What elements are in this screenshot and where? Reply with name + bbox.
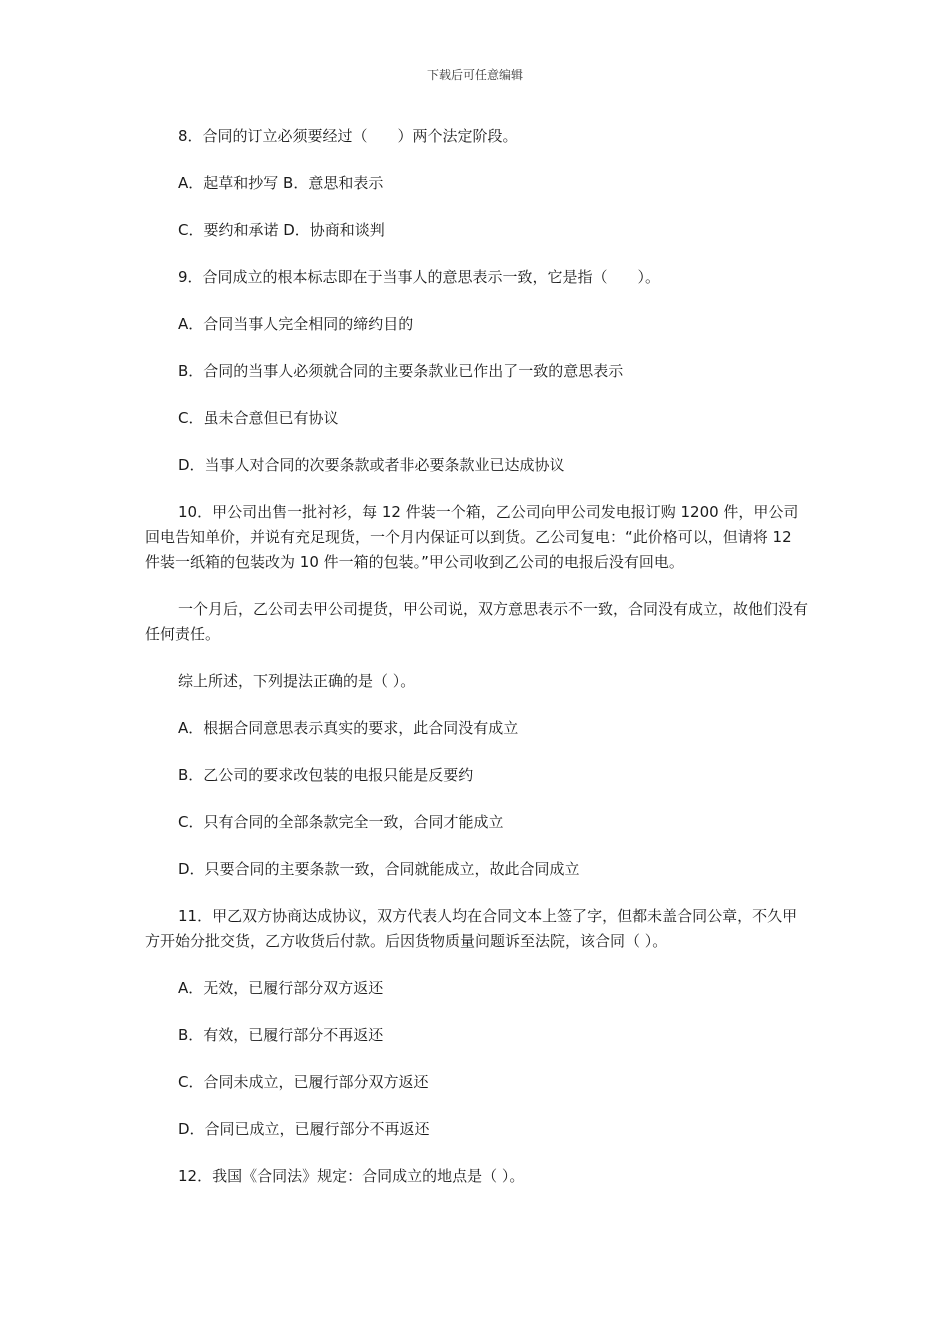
question-12: 12．我国《合同法》规定：合同成立的地点是（ ）。 <box>178 1167 525 1185</box>
question-10-stem: 10．甲公司出售一批衬衫，每 12 件装一个箱，乙公司向甲公司发电报订购 1200 件，甲公司回电告知单价，并说有充足现货，一个月内保证可以到货。乙公司复电：“此价格可以，但请将 12 件装一纸箱的包装改为 10 件一箱的包装。”甲公司收到乙公司的电报后没有回电。 <box>145 503 799 571</box>
document-body <box>145 124 810 1211</box>
question-9: 9．合同成立的根本标志即在于当事人的意思表示一致，它是指（ ）。 <box>178 268 661 286</box>
question-11-option-d: D．合同已成立，已履行部分不再返还 <box>178 1120 430 1138</box>
question-8-options-ab: A．起草和抄写 B．意思和表示 <box>178 174 384 192</box>
question-10-stem-continued: 一个月后，乙公司去甲公司提货，甲公司说，双方意思表示不一致，合同没有成立，故他们没有任何责任。 <box>145 600 809 643</box>
question-10-option-d: D．只要合同的主要条款一致，合同就能成立，故此合同成立 <box>178 860 580 878</box>
question-10-prompt: 综上所述，下列提法正确的是（ ）。 <box>178 672 416 690</box>
page-header: 下载后可任意编辑 <box>426 68 523 82</box>
question-9-option-a: A．合同当事人完全相同的缔约目的 <box>178 315 414 333</box>
question-10-option-b: B．乙公司的要求改包装的电报只能是反要约 <box>178 766 474 784</box>
question-8: 8．合同的订立必须要经过（ ）两个法定阶段。 <box>178 127 518 145</box>
question-9-option-d: D．当事人对合同的次要条款或者非必要条款业已达成协议 <box>178 456 565 474</box>
question-9-option-c: C．虽未合意但已有协议 <box>178 409 339 427</box>
question-11: 11．甲乙双方协商达成协议，双方代表人均在合同文本上签了字，但都未盖合同公章，不久甲方开始分批交货，乙方收货后付款。后因货物质量问题诉至法院，该合同（ ）。 <box>145 907 798 950</box>
question-11-option-a: A．无效，已履行部分双方返还 <box>178 979 384 997</box>
question-11-option-b: B．有效，已履行部分不再返还 <box>178 1026 384 1044</box>
question-8-options-cd: C．要约和承诺 D．协商和谈判 <box>178 221 385 239</box>
question-9-option-b: B．合同的当事人必须就合同的主要条款业已作出了一致的意思表示 <box>178 362 624 380</box>
question-10-option-a: A．根据合同意思表示真实的要求，此合同没有成立 <box>178 719 519 737</box>
question-10-option-c: C．只有合同的全部条款完全一致，合同才能成立 <box>178 813 504 831</box>
question-11-option-c: C．合同未成立，已履行部分双方返还 <box>178 1073 429 1091</box>
